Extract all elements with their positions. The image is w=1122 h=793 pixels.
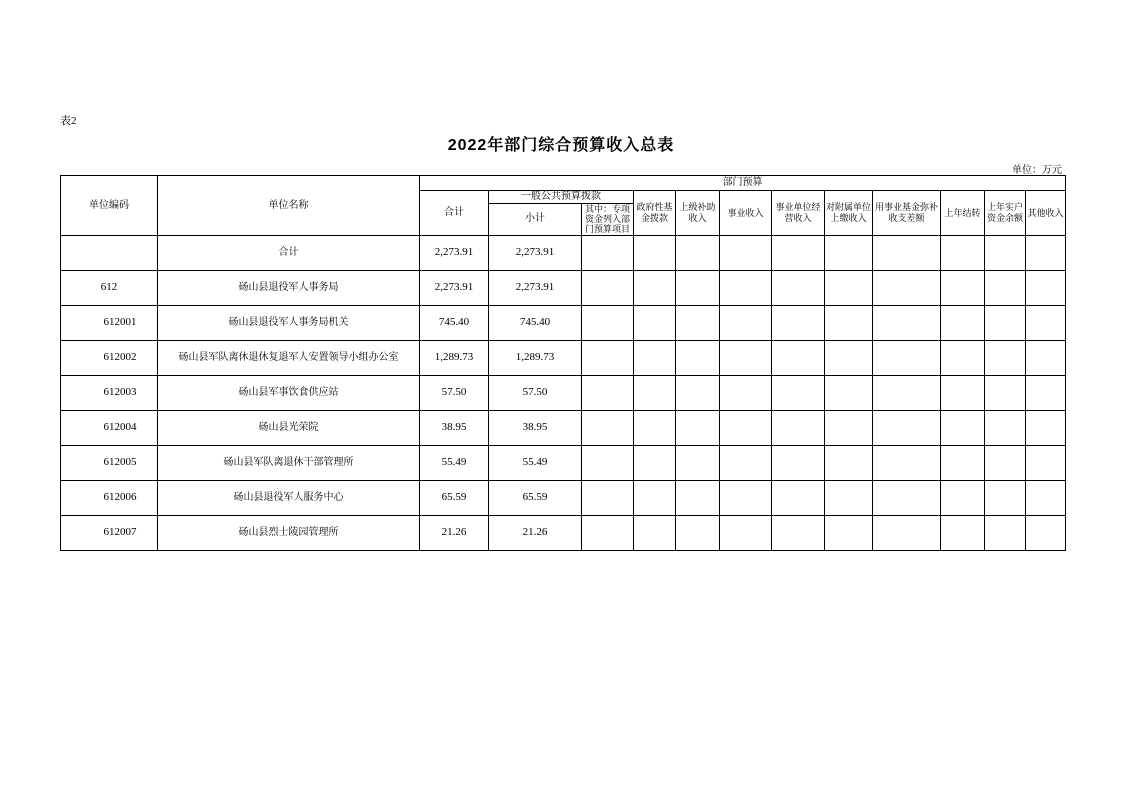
cell-other <box>1026 235 1066 270</box>
table-header <box>61 176 1066 236</box>
cell-total: 1,289.73 <box>420 340 489 375</box>
header-department-budget: 部门预算 <box>420 176 1066 191</box>
cell-superior <box>676 270 720 305</box>
unit-note: 单位：万元 <box>1012 165 1062 176</box>
header-last-year-balance: 上年实户资金余额 <box>985 191 1026 236</box>
cell-superior <box>676 445 720 480</box>
page-title: 2022年部门综合预算收入总表 <box>447 137 675 154</box>
cell-total: 55.49 <box>420 445 489 480</box>
cell-business <box>720 375 772 410</box>
cell-carry <box>941 410 985 445</box>
cell-other <box>1026 340 1066 375</box>
cell-total: 65.59 <box>420 480 489 515</box>
cell-affil <box>825 445 873 480</box>
cell-total: 745.40 <box>420 305 489 340</box>
cell-business <box>720 270 772 305</box>
cell-gov <box>634 515 676 550</box>
cell-lastbal <box>985 340 1026 375</box>
cell-lastbal <box>985 375 1026 410</box>
cell-affil <box>825 305 873 340</box>
cell-gov <box>634 270 676 305</box>
cell-carry <box>941 515 985 550</box>
cell-special <box>582 305 634 340</box>
cell-subtotal: 2,273.91 <box>489 270 582 305</box>
cell-gov <box>634 305 676 340</box>
cell-gov <box>634 410 676 445</box>
cell-affil <box>825 340 873 375</box>
cell-unit-name: 砀山县军队离退休干部管理所 <box>158 445 420 480</box>
header-unit-code: 单位编码 <box>61 176 158 236</box>
cell-subtotal: 38.95 <box>489 410 582 445</box>
cell-carry <box>941 235 985 270</box>
cell-unit-code: 612005 <box>61 445 158 480</box>
cell-special <box>582 480 634 515</box>
cell-ops <box>772 270 825 305</box>
cell-unit-code: 612 <box>61 270 158 305</box>
table-row <box>61 235 1066 270</box>
cell-superior <box>676 235 720 270</box>
cell-total: 57.50 <box>420 375 489 410</box>
cell-lastbal <box>985 235 1026 270</box>
cell-total: 21.26 <box>420 515 489 550</box>
cell-unit-code: 612003 <box>61 375 158 410</box>
budget-table <box>60 175 1066 551</box>
cell-affil <box>825 410 873 445</box>
cell-carry <box>941 375 985 410</box>
header-business-income: 事业收入 <box>720 191 772 236</box>
header-special-fund: 其中：专项资金列入部门预算项目 <box>582 203 634 235</box>
cell-ops <box>772 305 825 340</box>
header-gov-fund: 政府性基金拨款 <box>634 191 676 236</box>
cell-other <box>1026 270 1066 305</box>
cell-other <box>1026 480 1066 515</box>
table-row <box>61 480 1066 515</box>
cell-lastbal <box>985 305 1026 340</box>
cell-total: 2,273.91 <box>420 270 489 305</box>
cell-gov <box>634 480 676 515</box>
cell-carry <box>941 445 985 480</box>
cell-unit-code: 612004 <box>61 410 158 445</box>
cell-fund <box>873 445 941 480</box>
cell-carry <box>941 270 985 305</box>
cell-unit-name: 砀山县军队离休退休复退军人安置领导小组办公室 <box>158 340 420 375</box>
cell-business <box>720 235 772 270</box>
cell-fund <box>873 515 941 550</box>
cell-fund <box>873 375 941 410</box>
cell-lastbal <box>985 515 1026 550</box>
cell-unit-code: 612001 <box>61 305 158 340</box>
cell-gov <box>634 445 676 480</box>
cell-business <box>720 515 772 550</box>
cell-unit-name: 砀山县退役军人事务局 <box>158 270 420 305</box>
header-business-operating-income: 事业单位经营收入 <box>772 191 825 236</box>
table-body <box>61 235 1066 550</box>
cell-business <box>720 480 772 515</box>
cell-affil <box>825 515 873 550</box>
header-general-public-budget: 一般公共预算拨款 <box>489 191 634 204</box>
cell-fund <box>873 235 941 270</box>
cell-unit-name: 砀山县退役军人服务中心 <box>158 480 420 515</box>
cell-subtotal: 745.40 <box>489 305 582 340</box>
cell-carry <box>941 305 985 340</box>
header-carryover: 上年结转 <box>941 191 985 236</box>
table-row <box>61 515 1066 550</box>
cell-unit-code <box>61 235 158 270</box>
cell-ops <box>772 375 825 410</box>
cell-unit-code: 612007 <box>61 515 158 550</box>
cell-subtotal: 57.50 <box>489 375 582 410</box>
cell-unit-name: 砀山县烈士陵园管理所 <box>158 515 420 550</box>
table-row <box>61 445 1066 480</box>
cell-carry <box>941 340 985 375</box>
cell-fund <box>873 480 941 515</box>
cell-lastbal <box>985 410 1026 445</box>
cell-other <box>1026 375 1066 410</box>
table-row <box>61 305 1066 340</box>
cell-special <box>582 445 634 480</box>
sheet-tag: 表2 <box>60 115 77 127</box>
cell-fund <box>873 340 941 375</box>
cell-special <box>582 270 634 305</box>
cell-fund <box>873 305 941 340</box>
header-other-income: 其他收入 <box>1026 191 1066 236</box>
cell-other <box>1026 445 1066 480</box>
cell-fund <box>873 410 941 445</box>
cell-superior <box>676 515 720 550</box>
cell-special <box>582 515 634 550</box>
table-row <box>61 340 1066 375</box>
header-balance-fund: 用事业基金弥补收支差额 <box>873 191 941 236</box>
cell-unit-code: 612002 <box>61 340 158 375</box>
cell-other <box>1026 410 1066 445</box>
cell-ops <box>772 340 825 375</box>
cell-ops <box>772 235 825 270</box>
cell-unit-code: 612006 <box>61 480 158 515</box>
cell-total: 2,273.91 <box>420 235 489 270</box>
cell-subtotal: 55.49 <box>489 445 582 480</box>
cell-lastbal <box>985 445 1026 480</box>
header-total: 合计 <box>420 191 489 236</box>
cell-ops <box>772 480 825 515</box>
cell-affil <box>825 375 873 410</box>
cell-lastbal <box>985 480 1026 515</box>
cell-business <box>720 305 772 340</box>
cell-affil <box>825 270 873 305</box>
cell-ops <box>772 515 825 550</box>
cell-gov <box>634 340 676 375</box>
cell-other <box>1026 305 1066 340</box>
cell-affil <box>825 480 873 515</box>
cell-unit-name: 砀山县光荣院 <box>158 410 420 445</box>
cell-subtotal: 1,289.73 <box>489 340 582 375</box>
cell-fund <box>873 270 941 305</box>
cell-carry <box>941 480 985 515</box>
cell-business <box>720 340 772 375</box>
cell-ops <box>772 445 825 480</box>
cell-subtotal: 21.26 <box>489 515 582 550</box>
cell-superior <box>676 480 720 515</box>
cell-special <box>582 410 634 445</box>
header-superior-subsidy: 上级补助收入 <box>676 191 720 236</box>
header-affiliated-unit-income: 对附属单位上缴收入 <box>825 191 873 236</box>
header-unit-name: 单位名称 <box>158 176 420 236</box>
cell-special <box>582 375 634 410</box>
cell-superior <box>676 375 720 410</box>
cell-subtotal: 2,273.91 <box>489 235 582 270</box>
cell-unit-name: 砀山县军事饮食供应站 <box>158 375 420 410</box>
cell-business <box>720 445 772 480</box>
cell-special <box>582 235 634 270</box>
header-subtotal: 小计 <box>489 203 582 235</box>
cell-other <box>1026 515 1066 550</box>
table-row <box>61 410 1066 445</box>
table-row <box>61 270 1066 305</box>
cell-unit-name: 合计 <box>158 235 420 270</box>
cell-gov <box>634 375 676 410</box>
cell-superior <box>676 340 720 375</box>
cell-superior <box>676 305 720 340</box>
cell-gov <box>634 235 676 270</box>
cell-unit-name: 砀山县退役军人事务局机关 <box>158 305 420 340</box>
cell-superior <box>676 410 720 445</box>
cell-ops <box>772 410 825 445</box>
cell-total: 38.95 <box>420 410 489 445</box>
table-row <box>61 375 1066 410</box>
cell-affil <box>825 235 873 270</box>
cell-lastbal <box>985 270 1026 305</box>
cell-business <box>720 410 772 445</box>
cell-subtotal: 65.59 <box>489 480 582 515</box>
header-row-group <box>61 176 1066 191</box>
cell-special <box>582 340 634 375</box>
